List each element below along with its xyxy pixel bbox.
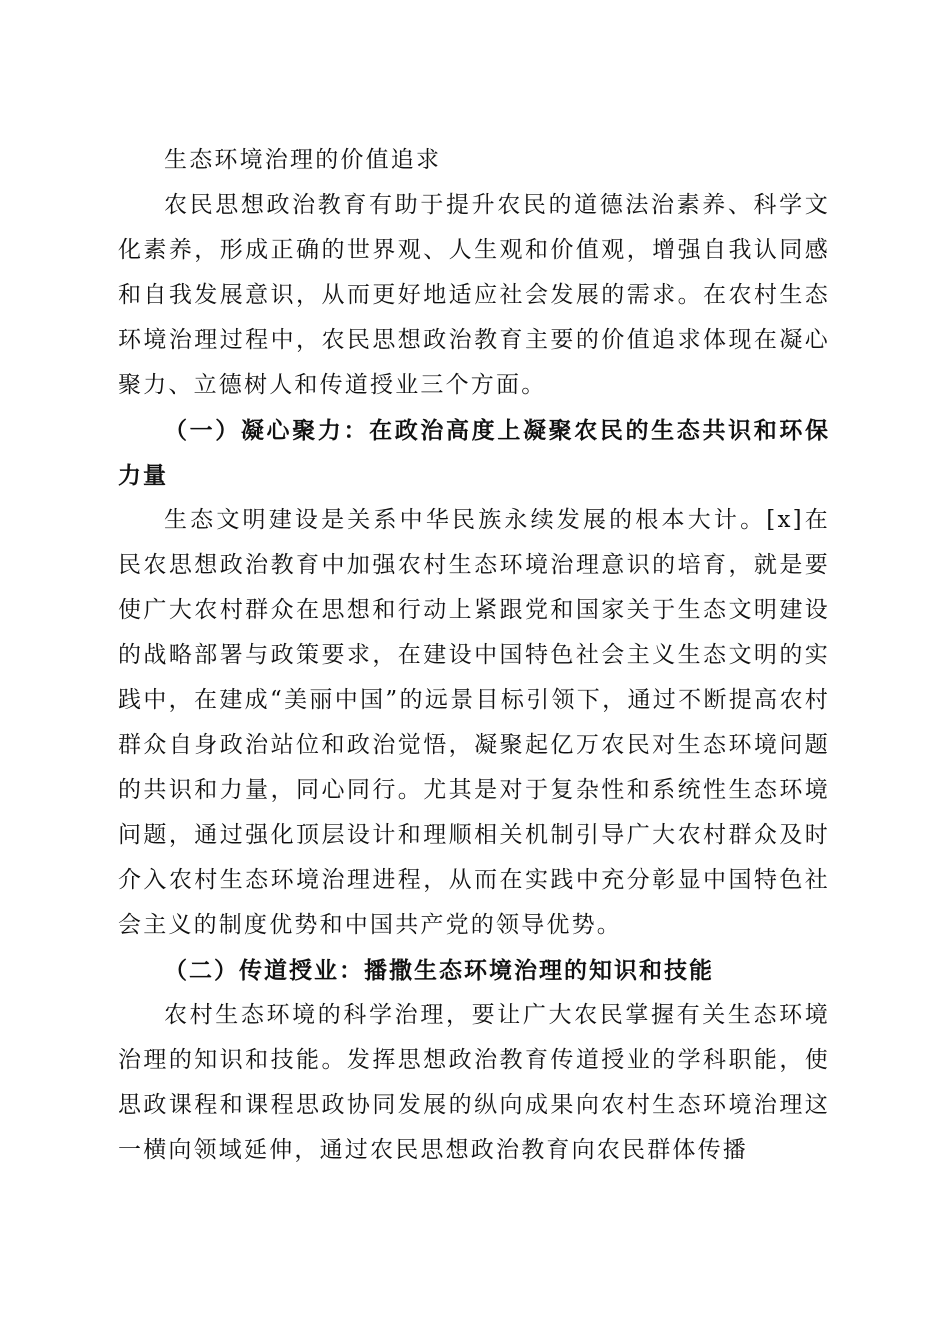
body-paragraph-two: 农村生态环境的科学治理，要让广大农民掌握有关生态环境治理的知识和技能。发挥思想政治教育传道授业的学科职能，使思政课程和课程思政协同发展的纵向成果向农村生态环境治理这一横向领域延伸，通过农民思想政治教育向农民群体传播 (118, 1002, 830, 1163)
subheading-one: （一）凝心聚力：在政治高度上凝聚农民的生态共识和环保力量 (118, 417, 830, 489)
body-paragraph-intro: 农民思想政治教育有助于提升农民的道德法治素养、科学文化素养，形成正确的世界观、人生观和价值观，增强自我认同感和自我发展意识，从而更好地适应社会发展的需求。在农村生态环境治理过程中，农民思想政治教育主要的价值追求体现在凝心聚力、立德树人和传道授业三个方面。 (118, 192, 830, 398)
document-page (118, 138, 830, 1173)
subheading-two: （二）传道授业：播撒生态环境治理的知识和技能 (164, 957, 714, 984)
section-title-fragment: 生态环境治理的价值追求 (164, 147, 442, 173)
body-paragraph-one: 生态文明建设是关系中华民族永续发展的根本大计。[x]在民农思想政治教育中加强农村生态环境治理意识的培育，就是要使广大农村群众在思想和行动上紧跟党和国家关于生态文明建设的战略部署与政策要求，在建设中国特色社会主义生态文明的实践中，在建成“美丽中国”的远景目标引领下，通过不断提高农村群众自身政治站位和政治觉悟，凝聚起亿万农民对生态环境问题的共识和力量，同心同行。尤其是对于复杂性和系统性生态环境问题，通过强化顶层设计和理顺相关机制引导广大农村群众及时介入农村生态环境治理进程，从而在实践中充分彰显中国特色社会主义的制度优势和中国共产党的领导优势。 (118, 507, 830, 938)
